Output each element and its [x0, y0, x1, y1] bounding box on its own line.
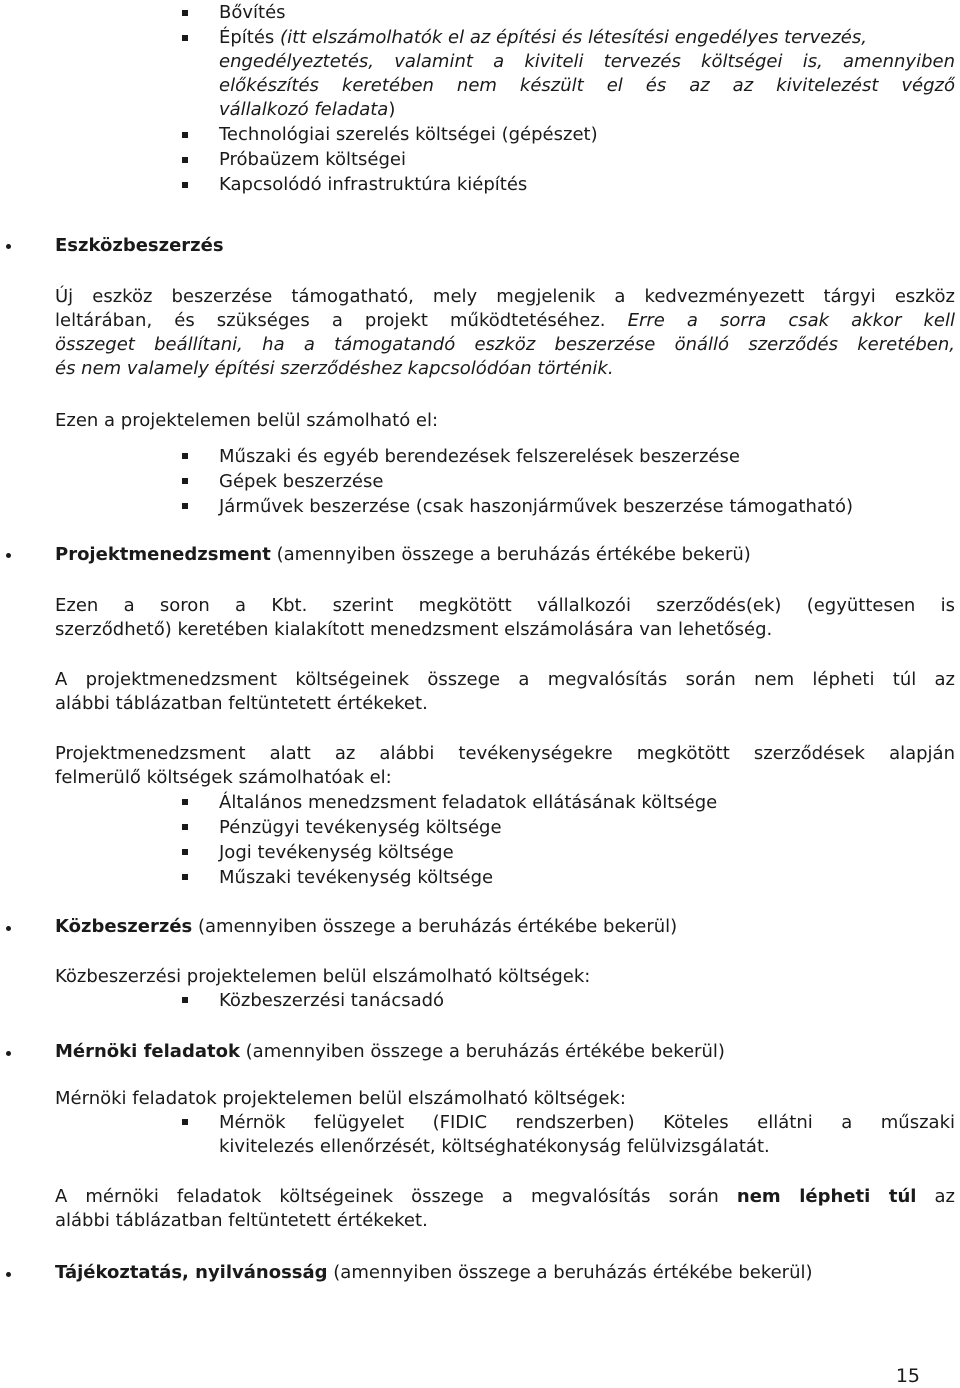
paragraph-text: leltárában, és szükséges a projekt működtetéséhez. — [55, 310, 606, 331]
bullet-square-icon — [182, 824, 188, 830]
paragraph-line: felmerülő költségek számolhatóak el: — [55, 767, 392, 788]
list-item: Bővítés — [219, 2, 286, 23]
paragraph-line — [55, 1185, 955, 1209]
bullet-square-icon — [182, 453, 188, 459]
epites-label: Építés — [219, 27, 275, 48]
paragraph-text-italic: Erre a sorra csak akkor kell — [627, 310, 955, 331]
paragraph-line: és nem valamely építési szerződéshez kapcsolódóan történik. — [55, 358, 614, 379]
paragraph-text: A mérnöki feladatok költségeinek összege a megvalósítás során — [55, 1186, 719, 1207]
paragraph-line: alábbi táblázatban feltüntetett értékeket. — [55, 1210, 428, 1231]
section-heading-rest: (amennyiben összege a beruházás értékébe bekerü) — [276, 544, 751, 565]
list-item: Jogi tevékenység költsége — [219, 842, 454, 863]
section-heading-rest: (amennyiben összege a beruházás értékébe bekerül) — [245, 1041, 725, 1062]
section-heading — [55, 1261, 813, 1285]
epites-line-4 — [219, 98, 395, 122]
paragraph-line: összeget beállítani, ha a támogatandó eszköz beszerzése önálló szerződés keretében, — [55, 334, 955, 355]
bullet-square-icon — [182, 1119, 188, 1125]
list-item-continuation: kivitelezés ellenőrzését, költséghatékonyság felülvizsgálatát. — [219, 1136, 770, 1157]
list-item: Kapcsolódó infrastruktúra kiépítés — [219, 174, 528, 195]
paragraph-line: szerződhető) keretében kialakított menedzsment elszámolására van lehetőség. — [55, 619, 773, 640]
section-heading-rest: (amennyiben összege a beruházás értékébe bekerül) — [333, 1262, 813, 1283]
epites-line-1: (itt elszámolhatók el az építési és létesítési engedélyes tervezés, — [280, 27, 867, 48]
list-item: Közbeszerzési tanácsadó — [219, 990, 445, 1011]
bullet-square-icon — [182, 478, 188, 484]
epites-line-2: engedélyeztetés, valamint a kiviteli tervezés költségei is, amennyiben — [219, 51, 955, 72]
paragraph: Közbeszerzési projektelemen belül elszámolható költségek: — [55, 966, 591, 987]
list-item: Műszaki tevékenység költsége — [219, 867, 494, 888]
bullet-square-icon — [182, 182, 188, 188]
list-item: Járművek beszerzése (csak haszonjárművek beszerzése támogatható) — [219, 496, 853, 517]
list-item: Próbaüzem költségei — [219, 149, 407, 170]
paragraph-text-bold: nem lépheti túl — [736, 1186, 917, 1207]
bullet-dot-icon — [6, 926, 11, 931]
paragraph: Mérnöki feladatok projektelemen belül elszámolható költségek: — [55, 1088, 626, 1109]
list-item: Technológiai szerelés költségei (gépészet) — [219, 124, 598, 145]
bullet-square-icon — [182, 849, 188, 855]
bullet-dot-icon — [6, 1051, 11, 1056]
list-item: Pénzügyi tevékenység költsége — [219, 817, 502, 838]
paragraph-line: alábbi táblázatban feltüntetett értékeket. — [55, 693, 428, 714]
section-heading-rest: (amennyiben összege a beruházás értékébe bekerül) — [197, 916, 678, 937]
epites-close-paren: ) — [388, 99, 396, 120]
section-heading-bold: Projektmenedzsment — [55, 544, 271, 565]
bullet-square-icon — [182, 874, 188, 880]
list-item: Általános menedzsment feladatok ellátásának költsége — [219, 792, 718, 813]
bullet-dot-icon — [6, 1272, 11, 1277]
epites-line-3: előkészítés keretében nem készült el és az az kivitelezést végző — [219, 75, 955, 96]
bullet-square-icon — [182, 799, 188, 805]
paragraph-line — [55, 309, 955, 333]
bullet-dot-icon — [6, 553, 11, 558]
paragraph: Ezen a projektelemen belül számolható el: — [55, 410, 439, 431]
paragraph-line: Ezen a soron a Kbt. szerint megkötött vállalkozói szerződés(ek) (együttesen is — [55, 595, 955, 616]
paragraph-text: az — [934, 1186, 955, 1207]
section-heading-bold: Tájékoztatás, nyilvánosság — [55, 1262, 328, 1283]
section-heading-bold: Közbeszerzés — [55, 916, 193, 937]
list-item: Műszaki és egyéb berendezések felszerelések beszerzése — [219, 446, 740, 467]
section-heading — [55, 1040, 725, 1064]
section-heading: Eszközbeszerzés — [55, 235, 224, 256]
section-heading-bold: Mérnöki feladatok — [55, 1041, 240, 1062]
bullet-square-icon — [182, 35, 188, 41]
list-item — [219, 26, 955, 50]
paragraph-line: A projektmenedzsment költségeinek összege a megvalósítás során nem lépheti túl az — [55, 669, 955, 690]
bullet-square-icon — [182, 997, 188, 1003]
paragraph-line: Új eszköz beszerzése támogatható, mely megjelenik a kedvezményezett tárgyi eszköz — [55, 286, 955, 307]
list-item: Mérnök felügyelet (FIDIC rendszerben) Köteles ellátni a műszaki — [219, 1112, 955, 1133]
epites-line-4-text: vállalkozó feladata — [219, 99, 389, 120]
section-heading — [55, 915, 677, 939]
bullet-square-icon — [182, 10, 188, 16]
list-item: Gépek beszerzése — [219, 471, 384, 492]
section-heading — [55, 543, 751, 567]
bullet-dot-icon — [6, 244, 11, 249]
bullet-square-icon — [182, 157, 188, 163]
paragraph-line: Projektmenedzsment alatt az alábbi tevékenységekre megkötött szerződések alapján — [55, 743, 955, 764]
bullet-square-icon — [182, 503, 188, 509]
page-number: 15 — [895, 1365, 920, 1387]
bullet-square-icon — [182, 132, 188, 138]
